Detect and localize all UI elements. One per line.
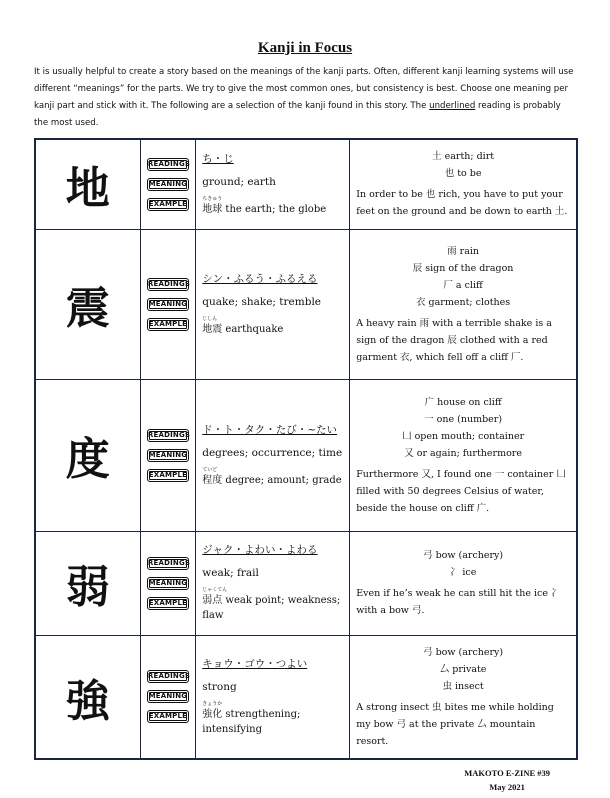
kanji-row	[35, 635, 577, 759]
example-furigana: じしん	[202, 315, 218, 322]
footer-issue: MAKOTO E-ZINE #39	[464, 768, 550, 778]
story-text: Furthermore 又, I found one 一 container 凵 filled with 50 degrees Celsius of water, beside the house on cliff 广.	[356, 468, 566, 514]
kanji-part: 凵 open mouth; container	[402, 430, 525, 442]
kanji-row	[35, 379, 577, 531]
kanji-character: 震	[35, 229, 140, 379]
meaning-text: weak; frail	[202, 567, 259, 579]
kanji-part: 厂 a cliff	[443, 279, 483, 291]
kanji-character: 弱	[35, 531, 140, 635]
kanji-part: 广 house on cliff	[424, 396, 502, 408]
readings-text: ド・ト・タク・たび・~たい	[202, 423, 338, 436]
example-furigana: ちきゅう	[202, 195, 223, 202]
intro-text: It is usually helpful to create a story based on the meanings of the kanji parts. Often, different kanji learning systems will use different “meanings” for the parts. We try to give the most common ones, but consistency is best. Choose one meaning per kanji part and stick with it. The following are a selection of the kanji found in this story. The	[34, 67, 574, 111]
tag-column	[140, 635, 196, 759]
parts-cell	[350, 139, 577, 229]
tag-column	[140, 531, 196, 635]
kanji-part: 一 one (number)	[424, 413, 503, 425]
intro-underlined: underlined	[429, 101, 476, 111]
example-furigana: きょうか	[202, 700, 223, 707]
kanji-character: 度	[35, 379, 140, 531]
readings-text: ち・じ	[202, 152, 234, 165]
info-cell	[196, 379, 350, 531]
example-furigana: じゃくてん	[202, 587, 228, 593]
example-text: 強化 strengthening; intensifying	[202, 708, 301, 735]
parts-cell	[350, 379, 577, 531]
story-text: A strong insect 虫 bites me while holding my bow 弓 at the private 厶 mountain resort.	[356, 701, 554, 747]
kanji-part: 衣 garment; clothes	[416, 296, 511, 308]
kanji-row	[35, 229, 577, 379]
kanji-row	[35, 531, 577, 635]
meaning-tag: MEANING	[147, 298, 189, 311]
story-text: A heavy rain 雨 with a terrible shake is a sign of the dragon 辰 clothed with a red garment 衣, which fell off a cliff 厂.	[356, 317, 552, 363]
kanji-part: 又 or again; furthermore	[404, 447, 522, 459]
tag-column	[140, 379, 196, 531]
footer	[464, 766, 550, 794]
meaning-text: quake; shake; tremble	[202, 295, 322, 308]
parts-cell	[350, 229, 577, 379]
meaning-text: strong	[202, 680, 237, 693]
kanji-table	[34, 138, 578, 760]
meaning-tag: MEANING	[147, 178, 189, 191]
tag-column	[140, 139, 196, 229]
kanji-part: 厶 private	[439, 663, 487, 675]
example-tag: EXAMPLE	[147, 597, 189, 610]
meaning-tag: MEANING	[147, 577, 189, 590]
example-text: 地球 the earth; the globe	[202, 203, 327, 215]
readings-text: シン・ふるう・ふるえる	[202, 272, 318, 285]
footer-date: May 2021	[489, 782, 525, 792]
kanji-part: 冫 ice	[449, 567, 477, 578]
kanji-part: 弓 bow (archery)	[423, 550, 504, 561]
kanji-part: 雨 rain	[447, 245, 480, 257]
story-text: In order to be 也 rich, you have to put your feet on the ground and be down to earth 土.	[356, 189, 568, 218]
intro-tail: reading is probably the most used.	[34, 101, 561, 128]
kanji-part: 土 earth; dirt	[432, 151, 495, 163]
parts-cell	[350, 635, 577, 759]
kanji-part: 弓 bow (archery)	[423, 646, 504, 658]
meaning-text: ground; earth	[202, 175, 276, 188]
kanji-character: 強	[35, 635, 140, 759]
example-tag: EXAMPLE	[147, 318, 189, 331]
kanji-row	[35, 139, 577, 229]
parts-cell	[350, 531, 577, 635]
example-furigana: ていど	[202, 466, 218, 473]
page-title: Kanji in Focus	[257, 40, 353, 56]
kanji-character: 地	[35, 139, 140, 229]
readings-tag: READINGS	[147, 429, 189, 442]
example-text: 地震 earthquake	[202, 323, 284, 335]
readings-text: キョウ・ゴウ・つよい	[202, 657, 308, 670]
example-text: 程度 degree; amount; grade	[202, 474, 342, 486]
info-cell	[196, 531, 350, 635]
kanji-part: 辰 sign of the dragon	[412, 262, 514, 274]
meaning-text: degrees; occurrence; time	[202, 446, 343, 459]
example-tag: EXAMPLE	[147, 198, 189, 211]
info-cell	[196, 229, 350, 379]
info-cell	[196, 635, 350, 759]
info-cell	[196, 139, 350, 229]
intro-paragraph	[34, 64, 576, 132]
example-tag: EXAMPLE	[147, 710, 189, 723]
kanji-part: 也 to be	[444, 168, 482, 180]
example-tag: EXAMPLE	[147, 469, 189, 482]
meaning-tag: MEANING	[147, 449, 189, 462]
readings-tag: READINGS	[147, 557, 189, 570]
readings-tag: READINGS	[147, 158, 189, 171]
example-text: 弱点 weak point; weakness; flaw	[202, 595, 341, 621]
readings-tag: READINGS	[147, 670, 189, 683]
kanji-part: 虫 insect	[442, 680, 484, 692]
story-text: Even if he’s weak he can still hit the ice 冫 with a bow 弓.	[356, 588, 561, 616]
readings-tag: READINGS	[147, 278, 189, 291]
readings-text: ジャク・よわい・よわる	[202, 544, 318, 556]
meaning-tag: MEANING	[147, 690, 189, 703]
tag-column	[140, 229, 196, 379]
